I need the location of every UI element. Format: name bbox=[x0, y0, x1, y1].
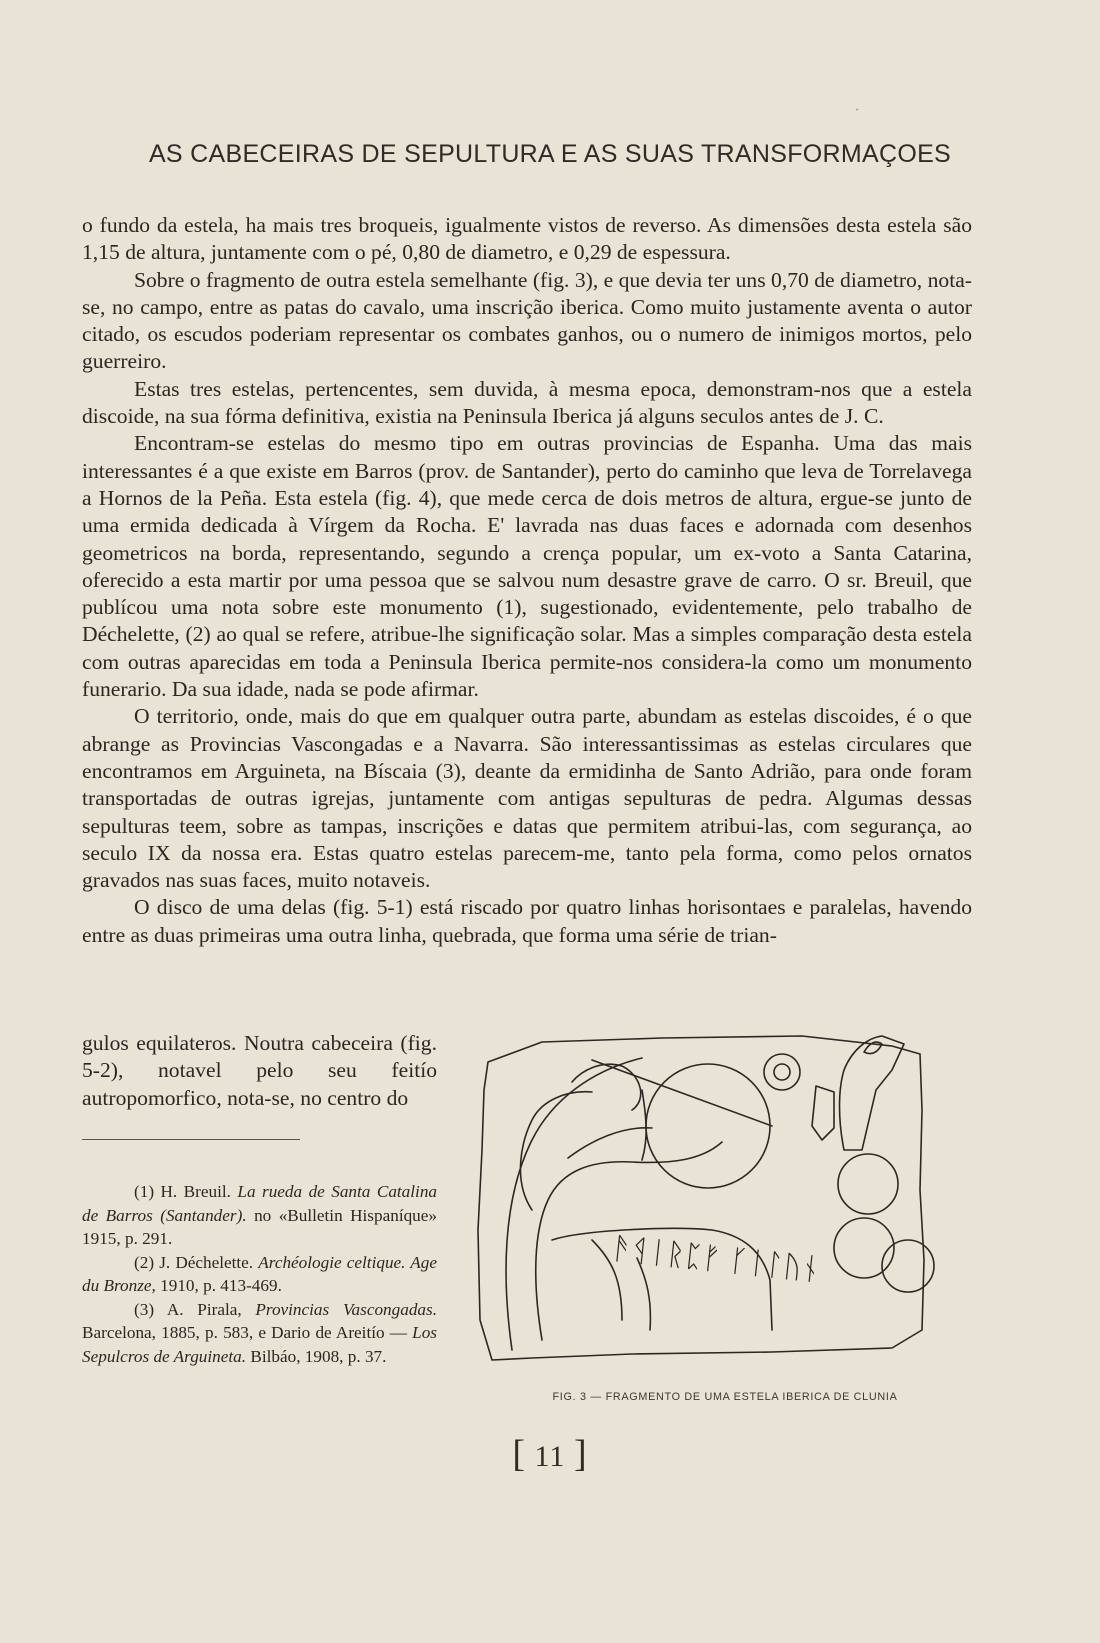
print-mark: ´ bbox=[855, 106, 859, 120]
footnote-rule bbox=[82, 1139, 300, 1140]
footnote-2-rest: 1910, p. 413-469. bbox=[160, 1276, 282, 1295]
running-head: AS CABECEIRAS DE SEPULTURA E AS SUAS TRANSFORMAÇOES bbox=[148, 140, 952, 168]
footnote-1 bbox=[82, 1180, 437, 1251]
paragraph-3: Estas tres estelas, pertencentes, sem duvida, à mesma epoca, demonstram-nos que a estela discoide, na sua fórma definitiva, existia na Peninsula Iberica já alguns seculos antes de J. C. bbox=[82, 376, 972, 429]
iberian-inscription: ᚫᛩᛁᚱᛈᚠ ᚴᛁᛚᚢᚾ bbox=[611, 1231, 822, 1288]
main-text bbox=[82, 212, 972, 949]
horse-back bbox=[568, 1128, 652, 1158]
footnote-1-number: (1) bbox=[134, 1182, 155, 1201]
bracket-open: [ bbox=[512, 1433, 527, 1475]
paragraph-6-continued: gulos equilateros. Noutra cabeceira (fig. 5-2), notavel pelo seu feitío autropomorfico, nota-se, no centro do bbox=[82, 1031, 437, 1110]
footnote-3-rest2: Bilbáo, 1908, p. 37. bbox=[250, 1346, 387, 1366]
footnote-2-author: J. Déchelette. bbox=[159, 1252, 254, 1272]
shield-right bbox=[882, 1240, 934, 1292]
footnote-1-rest: no «Bulletin Hispaníque» 1915, p. 291. bbox=[82, 1205, 437, 1248]
footnote-3-work2: Los Sepulcros de Arguineta. bbox=[82, 1323, 437, 1366]
footnote-1-author: H. Breuil. bbox=[160, 1182, 231, 1201]
footnote-3-number: (3) bbox=[134, 1299, 155, 1319]
footnote-2-number: (2) bbox=[134, 1252, 155, 1272]
stele-fragment-drawing bbox=[472, 1030, 978, 1370]
hanging-pennant bbox=[812, 1086, 834, 1140]
page-number-value: 11 bbox=[534, 1440, 566, 1473]
paragraph-6: O disco de uma delas (fig. 5-1) está riscado por quatro linhas horisontaes e paralelas, havendo entre as duas primeiras uma outra linha, quebrada, que forma uma série de trian- bbox=[82, 895, 972, 947]
footnote-1-work: La rueda de Santa Catalina de Barros (Santander). bbox=[82, 1182, 438, 1225]
fragment-outline bbox=[478, 1036, 924, 1360]
footnotes bbox=[82, 1180, 437, 1368]
paragraph-2: Sobre o fragmento de outra estela semelhante (fig. 3), e que devia ter uns 0,70 de diametro, nota-se, no campo, entre as patas do cavalo, uma inscrição iberica. Como muito justamente aventa o autor citado, os escudos poderiam representar os combates ganhos, ou o numero de inimigos mortos, pelo guerreiro. bbox=[82, 267, 972, 374]
footnote-3-rest: Barcelona, 1885, p. 583, e Dario de Areitío — bbox=[82, 1323, 407, 1342]
figure-caption: FIG. 3 — FRAGMENTO DE UMA ESTELA IBERICA DE CLUNIA bbox=[552, 1391, 898, 1403]
small-boss-inner bbox=[774, 1064, 790, 1080]
footnote-3-author: A. Pirala, bbox=[166, 1299, 242, 1319]
large-shield bbox=[646, 1064, 770, 1188]
footnote-3-work: Provincias Vascongadas. bbox=[255, 1299, 437, 1319]
paragraph-4: Encontram-se estelas do mesmo tipo em outras provincias de Espanha. Uma das mais interessantes é a que existe em Barros (prov. de Santander), perto do caminho que leva de Torrelavega a Hornos de la Peña. Esta estela (fig. 4), que mede cerca de dois metros de altura, ergue-se junto de uma ermida dedicada à Vírgem da Rocha. E' lavrada nas duas faces e adornada com desenhos geometricos na borda, representando, segundo a crença popular, um ex-voto a Santa Catarina, oferecido a esta martir por uma pessoa que se salvou num desastre grave de carro. O sr. Breuil, que publícou uma nota sobre este monumento (1), sugestionado, evidentemente, pelo trabalho de Déchelette, (2) ao qual se refere, atribue-lhe significação solar. Mas a simples comparação desta estela com outras aparecidas em toda a Peninsula Iberica permite-nos considera-la como um monumento funerario. Da sua idade, nada se pode afirmar. bbox=[82, 431, 972, 702]
footnote-2 bbox=[82, 1251, 437, 1298]
paragraph-5: O territorio, onde, mais do que em qualquer outra parte, abundam as estelas discoides, é o que abrange as Provincias Vascongadas e a Navarra. São interessantissimas as estelas circulares que encontramos em Arguineta, na Bíscaia (3), deante da ermidinha de Santo Adrião, para onde foram transportadas de outras igrejas, juntamente com antigas sepulturas de pedra. Algumas dessas sepulturas teem, sobre as tampas, inscrições e datas que permitem atribui-las, com segurança, ao seculo IX da nossa era. Estas quatro estelas parecem-me, tanto pela forma, como pelos ornatos gravados nas suas faces, muito notaveis. bbox=[82, 704, 972, 893]
shield-lower bbox=[834, 1218, 894, 1278]
stele-fragment-figure bbox=[472, 1030, 978, 1370]
footnote-3 bbox=[82, 1298, 437, 1369]
horse-hind bbox=[520, 1092, 592, 1210]
column-text bbox=[82, 1030, 437, 1112]
page-number bbox=[0, 1432, 1100, 1476]
footnote-2-work: Archéologie celtique. Age du Bronze, bbox=[82, 1252, 438, 1295]
small-boss-outer bbox=[764, 1054, 800, 1090]
bracket-close: ] bbox=[573, 1433, 588, 1475]
shield-upper bbox=[838, 1154, 898, 1214]
paragraph-1: o fundo da estela, ha mais tres broqueis, igualmente vistos de reverso. As dimensões desta estela são 1,15 de altura, juntamente com o pé, 0,80 de diametro, e 0,29 de espessura. bbox=[82, 213, 972, 265]
